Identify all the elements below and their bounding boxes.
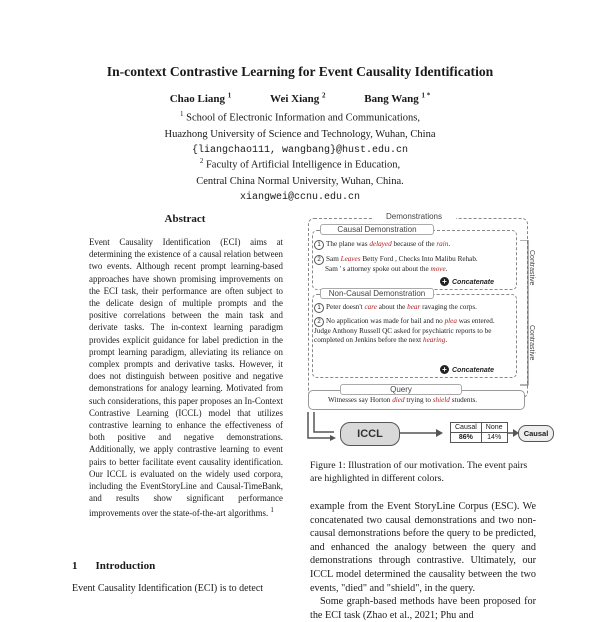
output-causal: Causal: [518, 425, 554, 442]
figure-caption: Figure 1: Illustration of our motivation. The event pairs are highlighted in different colors.: [310, 460, 528, 484]
query-label: Query: [340, 384, 462, 395]
plus-icon: +: [440, 365, 449, 374]
result-table: Causal None 86% 14%: [450, 422, 508, 443]
plus-icon: +: [440, 277, 449, 286]
author-2: Wei Xiang $^2$: [270, 91, 326, 105]
section-heading-introduction: 1 Introduction: [72, 560, 156, 572]
concatenate-2: + Concatenate: [440, 365, 494, 374]
causal-demo-label: Causal Demonstration: [320, 224, 434, 235]
paragraph-2: Some graph-based methods have been proposed for the ECI task (Zhao et al., 2021; Phu and: [310, 596, 536, 621]
noncausal-demo-label: Non-Causal Demonstration: [320, 288, 434, 299]
footnote-mark: 1: [270, 506, 274, 515]
concatenate-1: + Concatenate: [440, 277, 494, 286]
affiliation-1: $^1$ School of Electronic Information and Communications, Huazhong University of Science and Technology, Wuhan, China {liangchao111, wangbang}@hust.edu.cn: [0, 106, 600, 159]
noncausal-sentence-1: 1 Peter doesn't care about the bear ravaging the corps.: [314, 303, 514, 313]
causal-sentence-2: 2 Sam Leaves Betty Ford , Checks Into Malibu Rehab. Sam ' s attorney spoke out about the move.: [314, 255, 514, 274]
arrow-to-table: [398, 426, 444, 440]
abstract-body: Event Causality Identification (ECI) aims at determining the existence of a causal relation between two events. Although recent prompt learning-based approaches have shown promising improvements on the ECI task, their performance are often subject to the delicate design of multiple prompts and the positive correlations between the main task and derivate tasks. The in-context learning paradigm provides explicit guidance for label prediction in the prompt learning paradigm, alleviating its reliance on complex prompts and derivative tasks. However, it does not distinguish between positive and negative demonstrations for analogy learning. Motivated from such considerations, this paper proposes an In-Context Contrastive Learning (ICCL) model that utilizes contrastive learning to enhance the effectiveness of both positive and negative demonstrations. Additionally, we apply contrastive learning to event pairs to better facilitate event causality identification. Our ICCL is evaluated on the widely used corpora, including the EventStoryLine and Causal-TimeBank, and results show significant performance improvements over the state-of-the-art algorithms. $^1$: [89, 237, 283, 519]
figure-1: [300, 210, 549, 455]
author-list: [0, 91, 600, 105]
email-1: {liangchao111, wangbang}@hust.edu.cn: [191, 144, 409, 156]
contrastive-label-2: Contrastive: [528, 325, 535, 361]
author-1: Chao Liang $^1$: [169, 91, 232, 105]
paper-title: In-context Contrastive Learning for Event Causality Identification: [106, 64, 494, 79]
query-sentence: Witnesses say Horton died trying to shield students.: [328, 396, 478, 404]
affiliation-2: $^2$ Faculty of Artificial Intelligence in Education, Central China Normal University, Wuhan, China. xiangwei@ccnu.edu.cn: [0, 153, 600, 206]
contrastive-label-1: Contrastive: [528, 250, 535, 286]
demonstrations-label: Demonstrations: [372, 212, 456, 221]
paragraph-1: example from the Event StoryLine Corpus (ESC). We concatenated two causal demonstrations and two non-causal demonstrations before the query to be predicted, and enhanced the analogy between the query and demonstrations through contrastive. Ultimately, our ICCL model determined the causality between the two events, "died" and "shield", in the query.: [310, 501, 536, 594]
author-3: Bang Wang $^{1 *}$: [364, 91, 431, 105]
abstract-heading: Abstract: [164, 213, 206, 225]
intro-text: Event Causality Identification (ECI) is to detect: [72, 583, 264, 594]
iccl-model: ICCL: [340, 422, 400, 446]
email-2: xiangwei@ccnu.edu.cn: [239, 191, 361, 203]
right-column-text: [310, 500, 536, 622]
contrastive-arrows: [518, 240, 534, 390]
input-arrows: [304, 410, 340, 446]
causal-sentence-1: 1 The plane was delayed because of the rain.: [314, 240, 514, 250]
noncausal-sentence-2: 2 No application was made for bail and no plea was entered. Judge Anthony Russell QC asked for psychiatric reports to be completed on Jenkins before the next hearing.: [314, 317, 495, 344]
